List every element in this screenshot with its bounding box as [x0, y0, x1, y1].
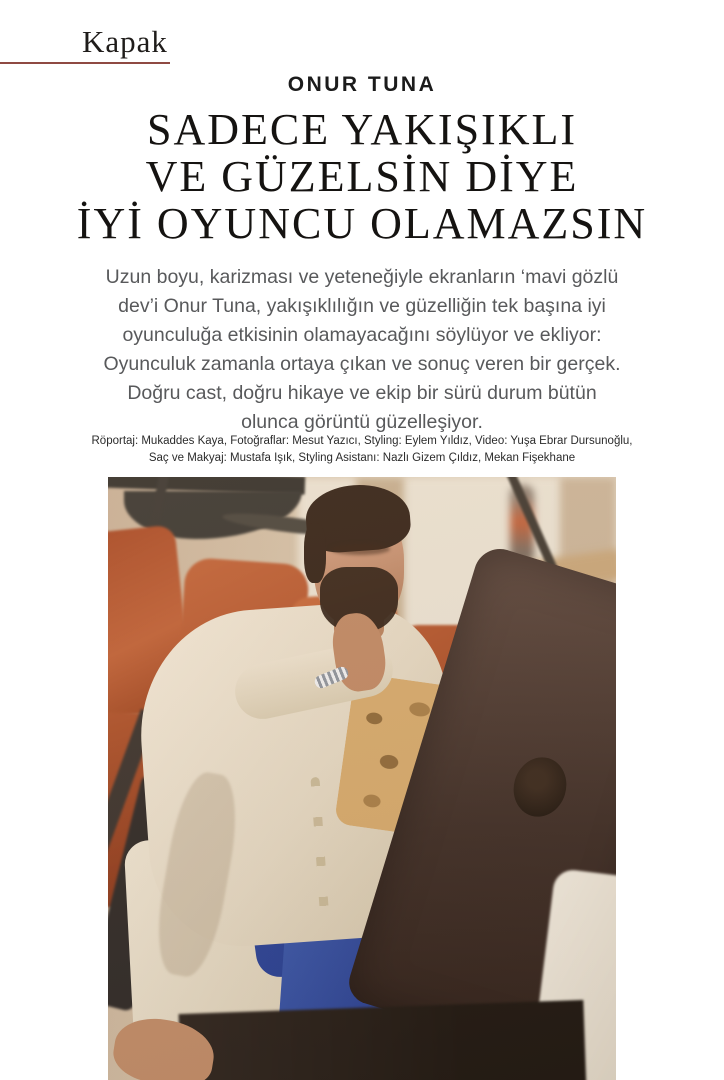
headline — [0, 106, 724, 247]
intro-line: Uzun boyu, karizması ve yeteneğiyle ekranların ‘mavi gözlü — [105, 266, 619, 288]
section-label: Kapak — [82, 24, 168, 59]
credits — [40, 433, 684, 466]
subject-name: ONUR TUNA — [287, 73, 437, 96]
headline-line-1: SADECE YAKIŞIKLI — [146, 105, 578, 154]
credits-line-2: Saç ve Makyaj: Mustafa Işık, Styling Asistanı: Nazlı Gizem Çıldız, Mekan Fişekhane — [148, 451, 576, 464]
cover-photo — [108, 477, 616, 1080]
intro-line: dev’i Onur Tuna, yakışıklılığın ve güzelliğin tek başına iyi — [118, 295, 606, 317]
headline-line-3: İYİ OYUNCU OLAMAZSIN — [76, 199, 648, 248]
intro-line: olunca görüntü güzelleşiyor. — [241, 411, 483, 433]
intro-paragraph — [70, 263, 654, 437]
photo-warm-tint — [108, 477, 616, 1080]
headline-line-2: VE GÜZELSİN DİYE — [145, 152, 579, 201]
credits-line-1: Röportaj: Mukaddes Kaya, Fotoğraflar: Mesut Yazıcı, Styling: Eylem Yıldız, Video: Yuşa Ebrar Dursunoğlu, — [91, 435, 633, 447]
intro-line: Doğru cast, doğru hikaye ve ekip bir sürü durum bütün — [127, 382, 597, 404]
section-underline — [0, 62, 170, 64]
intro-line: oyunculuğa etkisinin olamayacağını söylüyor ve ekliyor: — [122, 324, 602, 346]
intro-line: Oyunculuk zamanla ortaya çıkan ve sonuç veren bir gerçek. — [103, 353, 621, 375]
